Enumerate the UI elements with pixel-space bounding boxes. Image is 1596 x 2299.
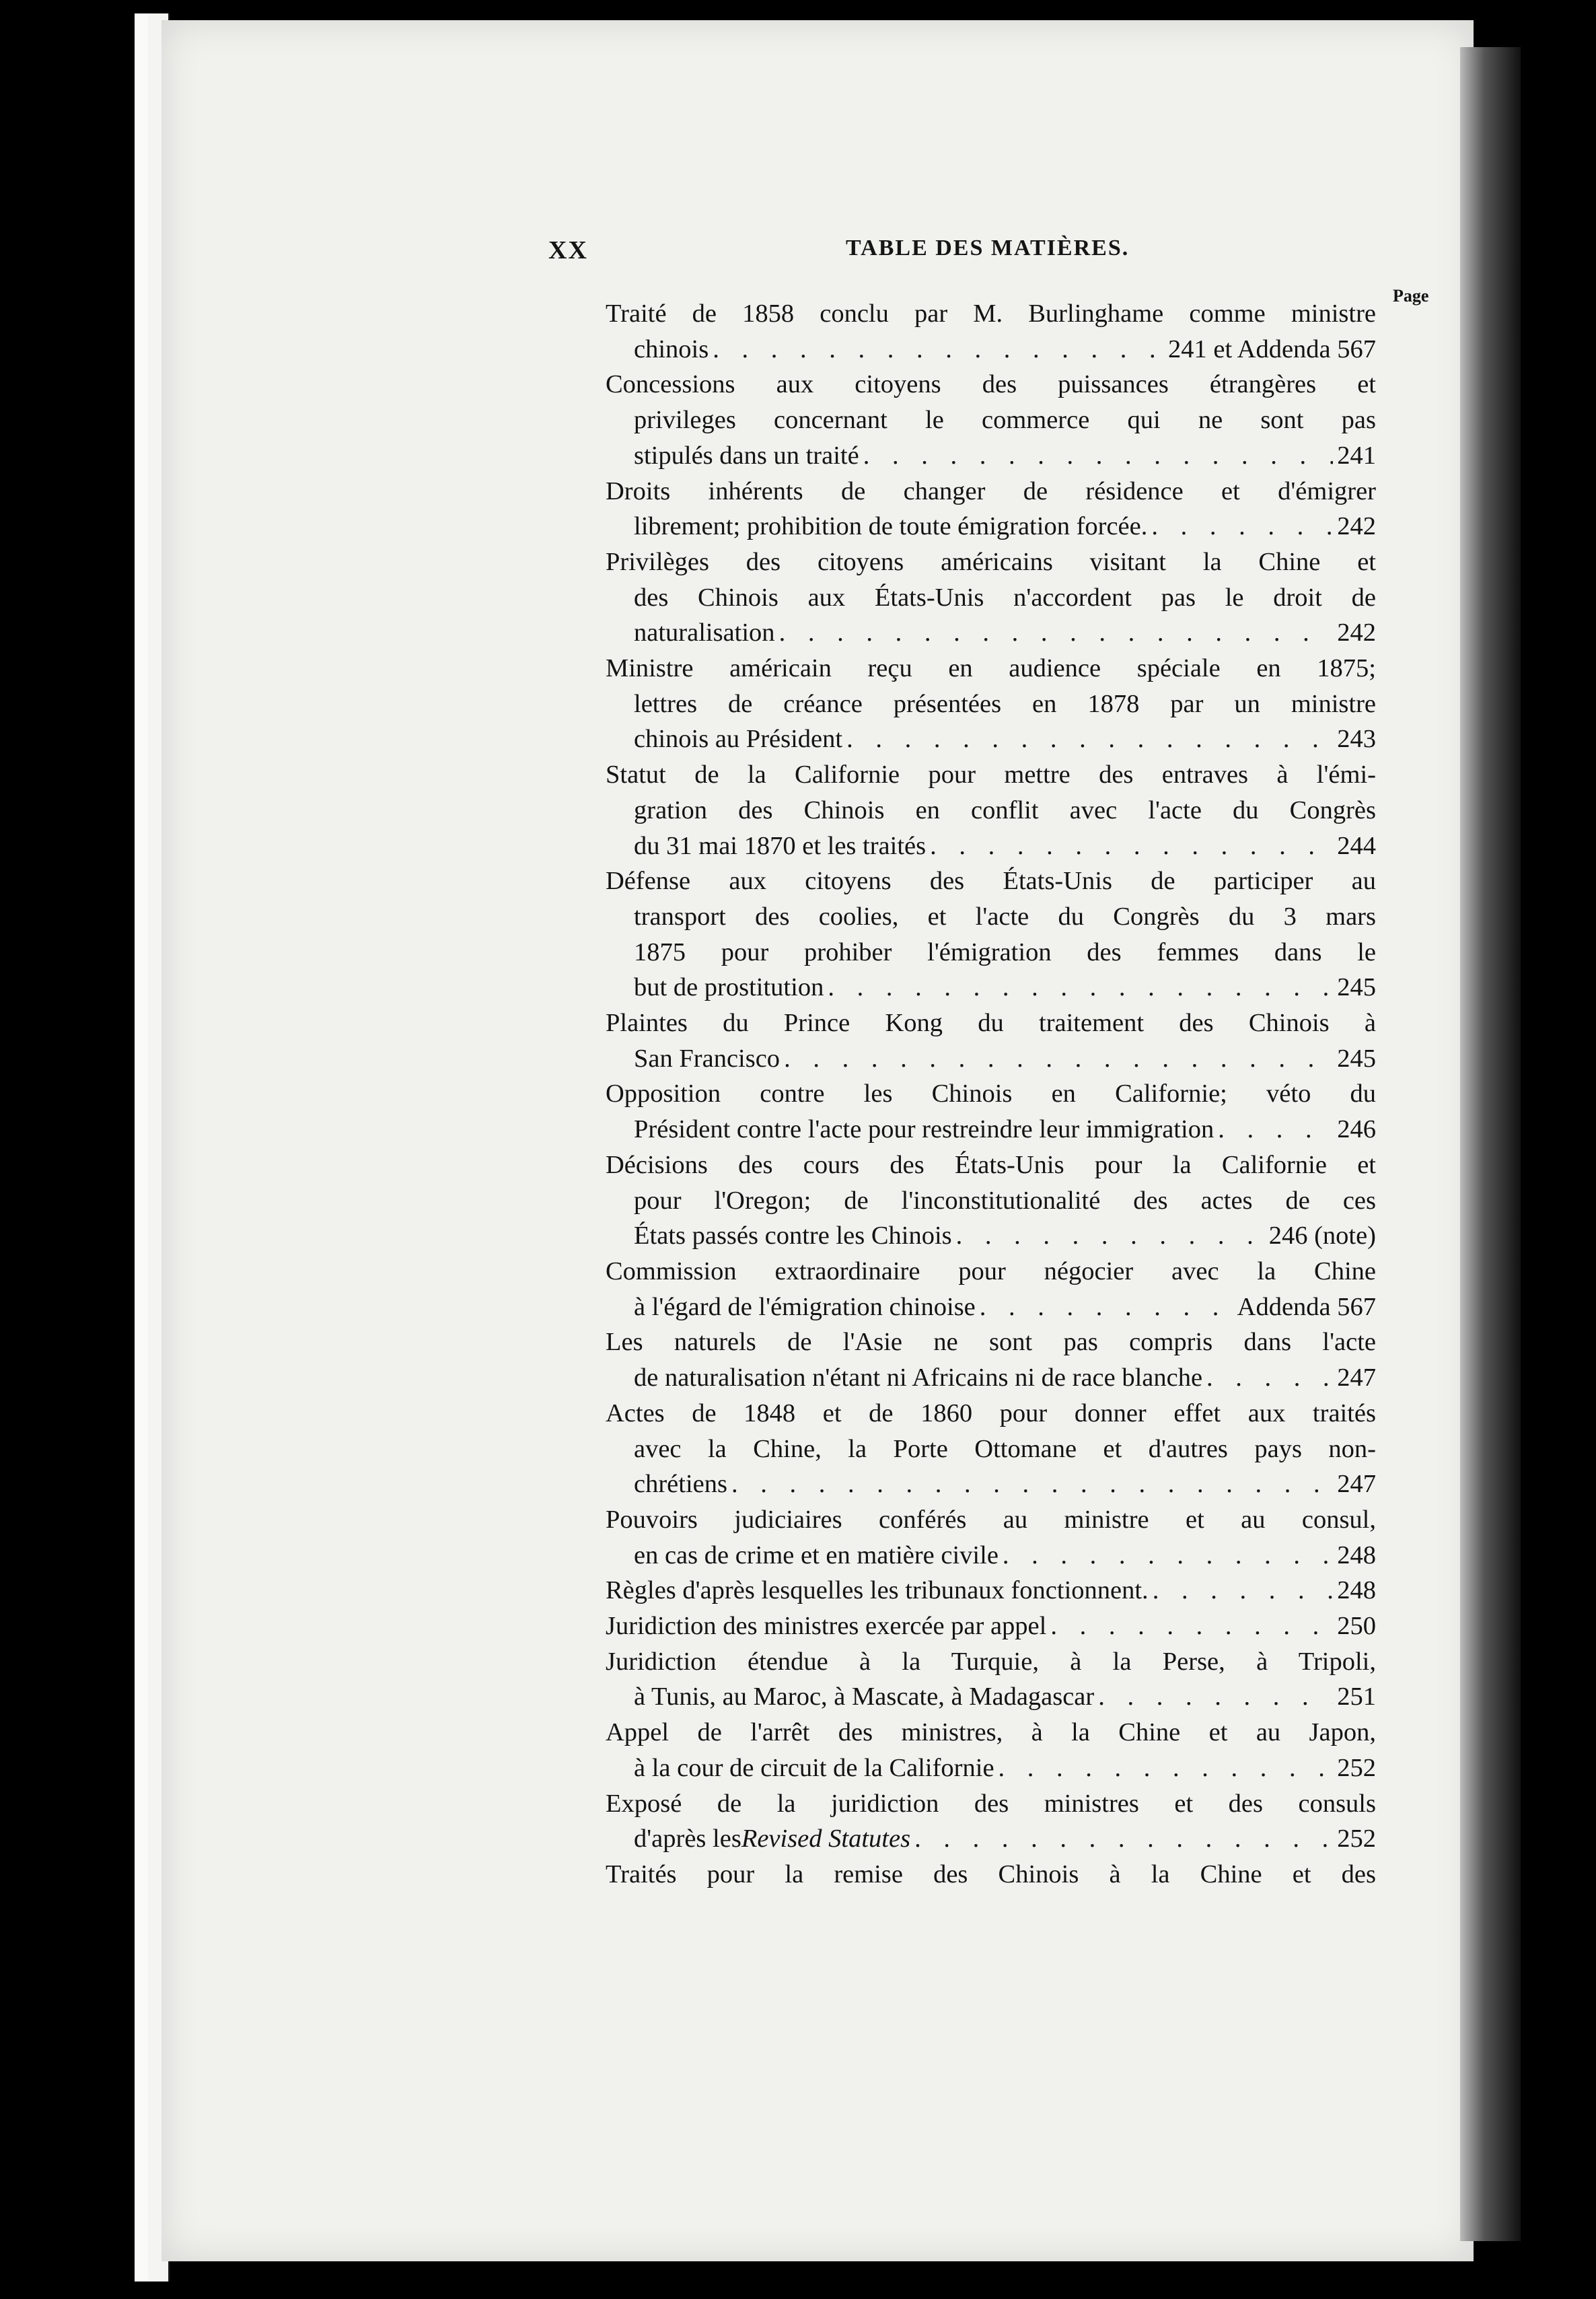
toc-page-number: 247 xyxy=(1337,1364,1376,1392)
toc-entry-text: à la cour de circuit de la Californie xyxy=(634,1753,994,1782)
binding-shadow xyxy=(1460,47,1521,2241)
toc-entry-text: chinois xyxy=(634,334,709,363)
toc-entry xyxy=(606,1608,1376,1644)
toc-entry-line: gration des Chinois en conflit avec l'acte du Congrès xyxy=(634,795,1376,824)
toc-entry-last-line xyxy=(606,1750,1376,1786)
toc-entry-italic-title: Revised Statutes xyxy=(741,1825,911,1853)
toc-entry-line: Exposé de la juridiction des ministres et des consuls xyxy=(606,1789,1376,1818)
toc-entry xyxy=(606,1502,1376,1573)
toc-entry-text: Juridiction des ministres exercée par appel xyxy=(606,1612,1047,1641)
toc-entry xyxy=(606,367,1376,473)
dot-leader xyxy=(1206,1360,1333,1396)
toc-entry-text: Règles d'après lesquelles les tribunaux fonctionnent. xyxy=(606,1576,1149,1605)
dot-leader xyxy=(980,1289,1233,1325)
toc-entry-line: Décisions des cours des États-Unis pour la Californie et xyxy=(606,1150,1376,1179)
toc-entry-text: en cas de crime et en matière civile xyxy=(634,1541,999,1569)
toc-entry xyxy=(606,757,1376,863)
toc-entry xyxy=(606,651,1376,757)
toc-entry xyxy=(606,1786,1376,1857)
toc-entry-text: à Tunis, au Maroc, à Mascate, à Madagascar xyxy=(634,1683,1095,1711)
toc-entry-last-line xyxy=(606,1608,1376,1644)
toc-entry-line: Opposition contre les Chinois en Californie; véto du xyxy=(606,1080,1376,1108)
toc-page-number: 247 xyxy=(1337,1470,1376,1499)
toc-page-number: 244 xyxy=(1337,831,1376,860)
toc-entry-line: Traités pour la remise des Chinois à la Chine et des xyxy=(606,1860,1376,1888)
toc-entry-text: Président contre l'acte pour restreindre leur immigration xyxy=(634,1115,1214,1144)
dot-leader xyxy=(713,332,1164,367)
toc-entry-last-line xyxy=(606,615,1376,651)
toc-page-number: 242 xyxy=(1337,512,1376,541)
toc-entry-line: avec la Chine, la Porte Ottomane et d'autres pays non- xyxy=(634,1434,1376,1463)
dot-leader xyxy=(863,438,1334,474)
dot-leader xyxy=(779,615,1334,651)
toc-entry-text: du 31 mai 1870 et les traités xyxy=(634,831,927,860)
toc-entry xyxy=(606,1715,1376,1785)
toc-entry xyxy=(606,296,1376,367)
toc-page-number: 241 et Addenda 567 xyxy=(1167,334,1376,363)
toc-entry-text: États passés contre les Chinois xyxy=(634,1222,952,1250)
toc-entry-line: Juridiction étendue à la Turquie, à la Perse, à Tripoli, xyxy=(606,1647,1376,1676)
toc-page-number: 252 xyxy=(1337,1825,1376,1853)
toc-entry xyxy=(606,1254,1376,1324)
toc-entry xyxy=(606,1147,1376,1254)
running-head-title: TABLE DES MATIÈRES. xyxy=(846,236,1130,260)
dot-leader xyxy=(930,828,1333,864)
toc-entry-last-line xyxy=(606,1679,1376,1715)
toc-entry-line: Ministre américain reçu en audience spéciale en 1875; xyxy=(606,654,1376,683)
toc-page-number: 251 xyxy=(1337,1683,1376,1711)
toc-entry-text: stipulés dans un traité xyxy=(634,441,859,470)
toc-entry xyxy=(606,1644,1376,1715)
page-column-label: Page xyxy=(1393,286,1429,306)
toc-entry xyxy=(606,1396,1376,1502)
toc-entry-text: naturalisation xyxy=(634,618,775,647)
toc-entry-text: à l'égard de l'émigration chinoise xyxy=(634,1292,976,1321)
toc-page-number: 248 xyxy=(1337,1576,1376,1605)
toc-entry-last-line xyxy=(606,509,1376,544)
toc-entry-line: Traité de 1858 conclu par M. Burlinghame comme ministre xyxy=(606,299,1376,328)
toc-page-number: 246 xyxy=(1337,1115,1376,1144)
toc-entry-text: de naturalisation n'étant ni Africains ni de race blanche xyxy=(634,1364,1203,1392)
toc-entry xyxy=(606,544,1376,651)
dot-leader xyxy=(828,970,1333,1005)
dot-leader xyxy=(1218,1112,1333,1147)
toc-page-number: 252 xyxy=(1337,1753,1376,1782)
dot-leader xyxy=(784,1041,1333,1077)
dot-leader xyxy=(1003,1538,1333,1573)
toc-page-number: 248 xyxy=(1337,1541,1376,1569)
toc-entry-text: librement; prohibition de toute émigration forcée. xyxy=(634,512,1148,541)
toc-entry-last-line xyxy=(606,1289,1376,1325)
toc-entry-last-line xyxy=(606,1466,1376,1502)
toc-entry-line: lettres de créance présentées en 1878 par un ministre xyxy=(634,689,1376,718)
table-of-contents xyxy=(606,296,1376,1893)
toc-page-number: 245 xyxy=(1337,1044,1376,1073)
toc-entry-line: Privilèges des citoyens américains visitant la Chine et xyxy=(606,547,1376,576)
toc-page-number: 243 xyxy=(1337,725,1376,754)
toc-entry xyxy=(606,863,1376,1005)
toc-entry-line: Pouvoirs judiciaires conférés au ministre et au consul, xyxy=(606,1505,1376,1534)
toc-entry-line: Commission extraordinaire pour négocier avec la Chine xyxy=(606,1257,1376,1285)
toc-entry-last-line xyxy=(606,332,1376,367)
folio-number: XX xyxy=(548,236,588,264)
toc-entry-last-line xyxy=(606,721,1376,757)
toc-entry-last-line xyxy=(606,1360,1376,1396)
dot-leader xyxy=(999,1750,1334,1786)
toc-entry-text: but de prostitution xyxy=(634,973,824,1002)
toc-entry-line: privileges concernant le commerce qui ne sont pas xyxy=(634,406,1376,435)
toc-entry-line: pour l'Oregon; de l'inconstitutionalité des actes de ces xyxy=(634,1186,1376,1215)
dot-leader xyxy=(1050,1608,1333,1644)
toc-entry-line: Plaintes du Prince Kong du traitement des Chinois à xyxy=(606,1009,1376,1038)
toc-entry xyxy=(606,1076,1376,1147)
dot-leader xyxy=(1151,509,1333,544)
dot-leader xyxy=(914,1821,1333,1857)
toc-entry-text: d'après les xyxy=(634,1825,741,1853)
toc-entry-line: Appel de l'arrêt des ministres, à la Chine et au Japon, xyxy=(606,1718,1376,1747)
toc-page-number: Addenda 567 xyxy=(1237,1292,1376,1321)
toc-entry-line: Actes de 1848 et de 1860 pour donner effet aux traités xyxy=(606,1399,1376,1427)
toc-entry-last-line xyxy=(606,1112,1376,1147)
toc-entry-last-line xyxy=(606,1821,1376,1857)
toc-entry-last-line xyxy=(606,1573,1376,1608)
toc-entry-text: San Francisco xyxy=(634,1044,781,1073)
dot-leader xyxy=(956,1218,1265,1254)
toc-entry-last-line xyxy=(606,828,1376,864)
toc-entry xyxy=(606,1324,1376,1395)
toc-entry xyxy=(606,1005,1376,1076)
toc-entry xyxy=(606,1857,1376,1893)
toc-entry-line: transport des coolies, et l'acte du Congrès du 3 mars xyxy=(634,902,1376,931)
dot-leader xyxy=(1098,1679,1333,1715)
toc-entry-last-line xyxy=(606,438,1376,474)
toc-page-number: 246 (note) xyxy=(1268,1222,1376,1250)
toc-page-number: 241 xyxy=(1337,441,1376,470)
toc-entry xyxy=(606,474,1376,544)
toc-entry-last-line xyxy=(606,1218,1376,1254)
toc-entry-line: Les naturels de l'Asie ne sont pas compris dans l'acte xyxy=(606,1328,1376,1357)
toc-entry-text: chrétiens xyxy=(634,1470,727,1499)
toc-page-number: 250 xyxy=(1337,1612,1376,1641)
toc-entry-line: 1875 pour prohiber l'émigration des femmes dans le xyxy=(634,938,1376,966)
toc-entry-line: Défense aux citoyens des États-Unis de participer au xyxy=(606,867,1376,896)
toc-entry-last-line xyxy=(606,970,1376,1005)
toc-entry-line: des Chinois aux États-Unis n'accordent pas le droit de xyxy=(634,583,1376,612)
toc-page-number: 245 xyxy=(1337,973,1376,1002)
toc-entry-text: chinois au Président xyxy=(634,725,843,754)
dot-leader xyxy=(846,721,1333,757)
toc-entry-last-line xyxy=(606,1041,1376,1077)
toc-entry-line: Statut de la Californie pour mettre des entraves à l'émi- xyxy=(606,761,1376,789)
toc-entry xyxy=(606,1573,1376,1608)
dot-leader xyxy=(731,1466,1333,1502)
dot-leader xyxy=(1153,1573,1334,1608)
toc-page-number: 242 xyxy=(1337,618,1376,647)
toc-entry-line: Concessions aux citoyens des puissances étrangères et xyxy=(606,370,1376,399)
toc-entry-last-line xyxy=(606,1538,1376,1573)
toc-entry-line: Droits inhérents de changer de résidence et d'émigrer xyxy=(606,476,1376,505)
